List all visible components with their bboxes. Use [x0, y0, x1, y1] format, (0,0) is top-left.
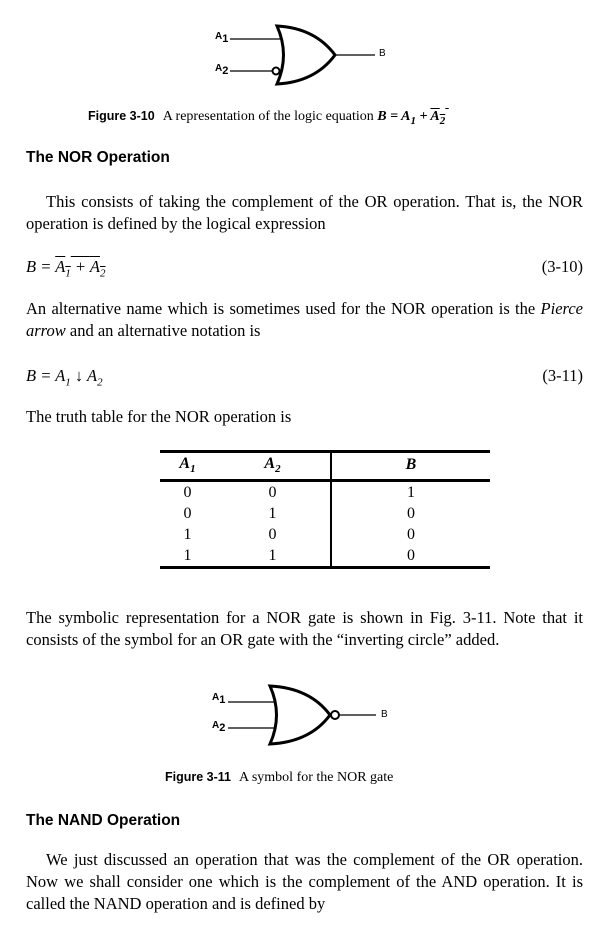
cell: 0 [215, 524, 331, 545]
header-b: B [331, 452, 490, 481]
cell: 0 [183, 483, 192, 501]
figure-3-10-caption [88, 109, 449, 127]
nand-paragraph: We just discussed an operation that was the complement of the OR operation. Now we shall consider one which is the complement of the AND operation. It is called the NAND operation and is defined by [26, 850, 583, 913]
input-label-a1: $A_1$ [215, 31, 229, 45]
equation-3-11: $B = A_1$ ↓ $A_2$ (3-11) [26, 366, 583, 389]
nor-gate-icon [200, 680, 400, 750]
cell: 0 [331, 545, 490, 568]
caption-text: A symbol for the NOR gate [239, 770, 394, 785]
nor-heading: The NOR Operation [26, 149, 170, 166]
table-row [160, 524, 490, 545]
nand-heading: The NAND Operation [26, 812, 181, 829]
header-a1: $A_1$ [160, 452, 215, 481]
nor-paragraph-3: The symbolic representation for a NOR gate is shown in Fig. 3-11. Note that it consists of the symbol for an OR gate with the “inverting circle” added. [26, 608, 583, 649]
cell: 1 [160, 545, 215, 568]
equation-3-10: $B = A_1 + A_2$ (3-10) [26, 257, 583, 280]
truth-table-intro: The truth table for the NOR operation is [26, 407, 292, 426]
cell: 1 [183, 525, 192, 543]
figure-3-10-diagram [200, 20, 400, 90]
input-label-a2: $A_2$ [215, 63, 229, 77]
cell: 1 [407, 483, 415, 501]
truth-table [160, 450, 490, 569]
cell: 0 [407, 504, 415, 522]
caption-number: Figure 3-10 [88, 109, 155, 123]
cell: 0 [183, 504, 192, 522]
table-row [160, 481, 490, 504]
cell: 1 [215, 545, 331, 568]
cell: 0 [407, 525, 415, 543]
table-header-row [160, 452, 490, 481]
equation-number: (3-10) [541, 257, 583, 276]
table-row [160, 545, 490, 568]
caption-text: A representation of the logic equation [162, 109, 378, 124]
cell: 1 [215, 503, 331, 524]
output-label-b: B [379, 48, 386, 59]
caption-equation: $B = A_1 + A_2$ [377, 109, 446, 127]
cell: 0 [215, 481, 331, 504]
figure-3-11-caption [165, 770, 393, 786]
output-label-b: B [381, 709, 388, 720]
header-a2: $A_2$ [215, 452, 331, 481]
nor-paragraph-1: This consists of taking the complement of the OR operation. That is, the NOR operation is defined by the logical expression [26, 192, 583, 233]
figure-3-11-diagram [200, 680, 400, 750]
input-label-a2: $A_2$ [212, 720, 226, 734]
caption-number: Figure 3-11 [165, 770, 231, 784]
or-gate-inverted-input-icon [200, 20, 400, 90]
nor-paragraph-2: An alternative name which is sometimes used for the NOR operation is the Pierce arrow and an alternative notation is [26, 299, 583, 340]
table-row [160, 503, 490, 524]
input-label-a1: $A_1$ [212, 692, 226, 706]
equation-number: (3-11) [542, 366, 583, 385]
